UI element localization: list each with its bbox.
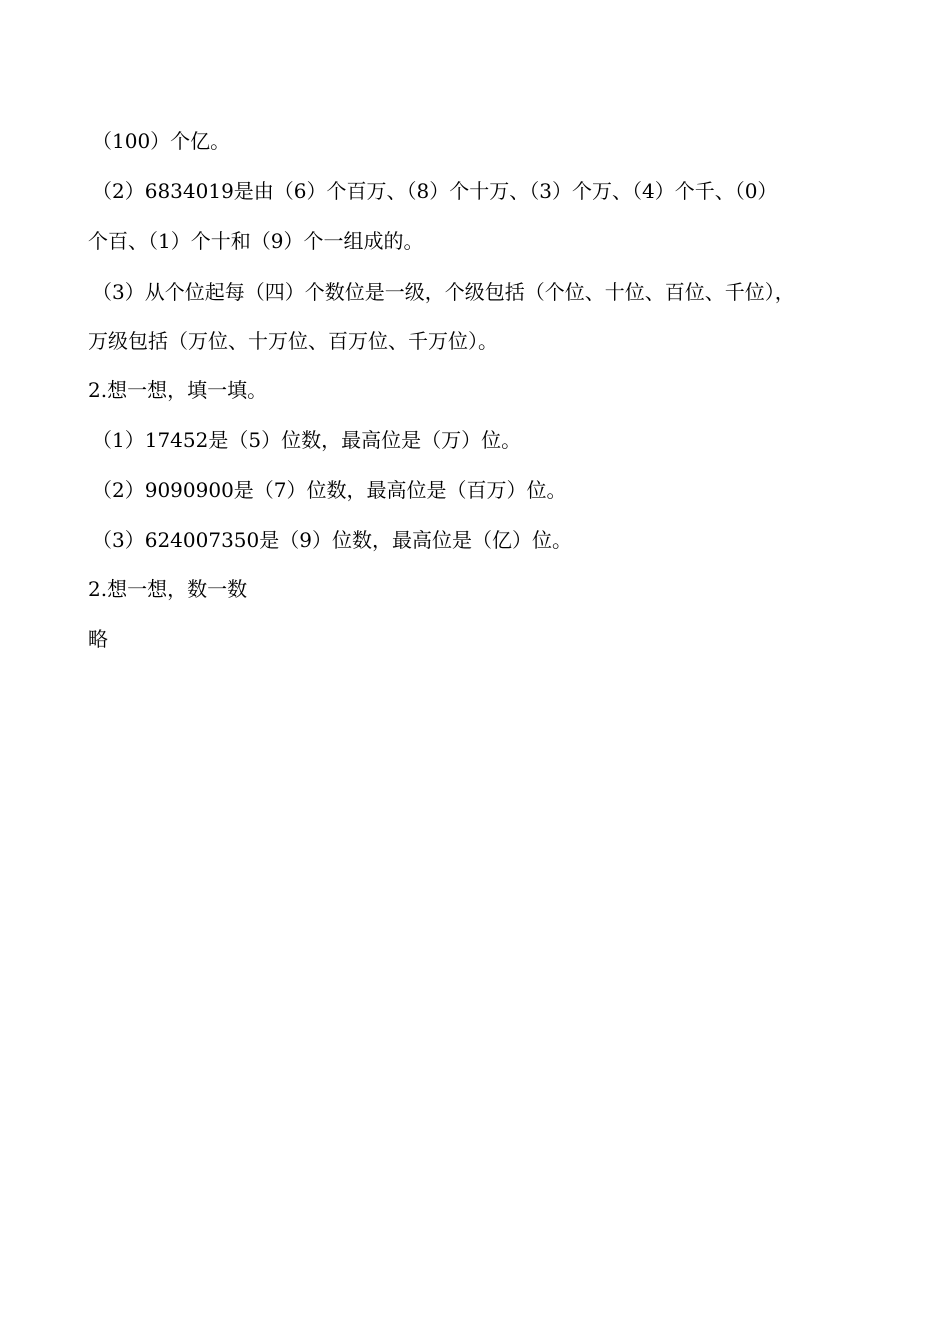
answer-line-6: （1）17452是（5）位数，最高位是（万）位。: [92, 428, 522, 452]
answer-line-1: （100）个亿。: [92, 129, 231, 153]
answer-line-5: 万级包括（万位、十万位、百万位、千万位）。: [88, 329, 498, 353]
answer-line-4: （3）从个位起每（四）个数位是一级，个级包括（个位、十位、百位、千位），: [92, 280, 795, 304]
answer-line-7: （2）9090900是（7）位数，最高位是（百万）位。: [92, 478, 567, 502]
section-heading-fill: 2.想一想，填一填。: [88, 378, 268, 402]
answer-line-2: （2）6834019是由（6）个百万、（8）个十万、（3）个万、（4）个千、（0）: [92, 179, 778, 203]
section-heading-count: 2.想一想，数一数: [88, 577, 248, 601]
omitted-note: 略: [88, 627, 108, 651]
answer-line-3: 个百、（1）个十和（9）个一组成的。: [88, 229, 424, 253]
answer-line-8: （3）624007350是（9）位数，最高位是（亿）位。: [92, 528, 572, 552]
